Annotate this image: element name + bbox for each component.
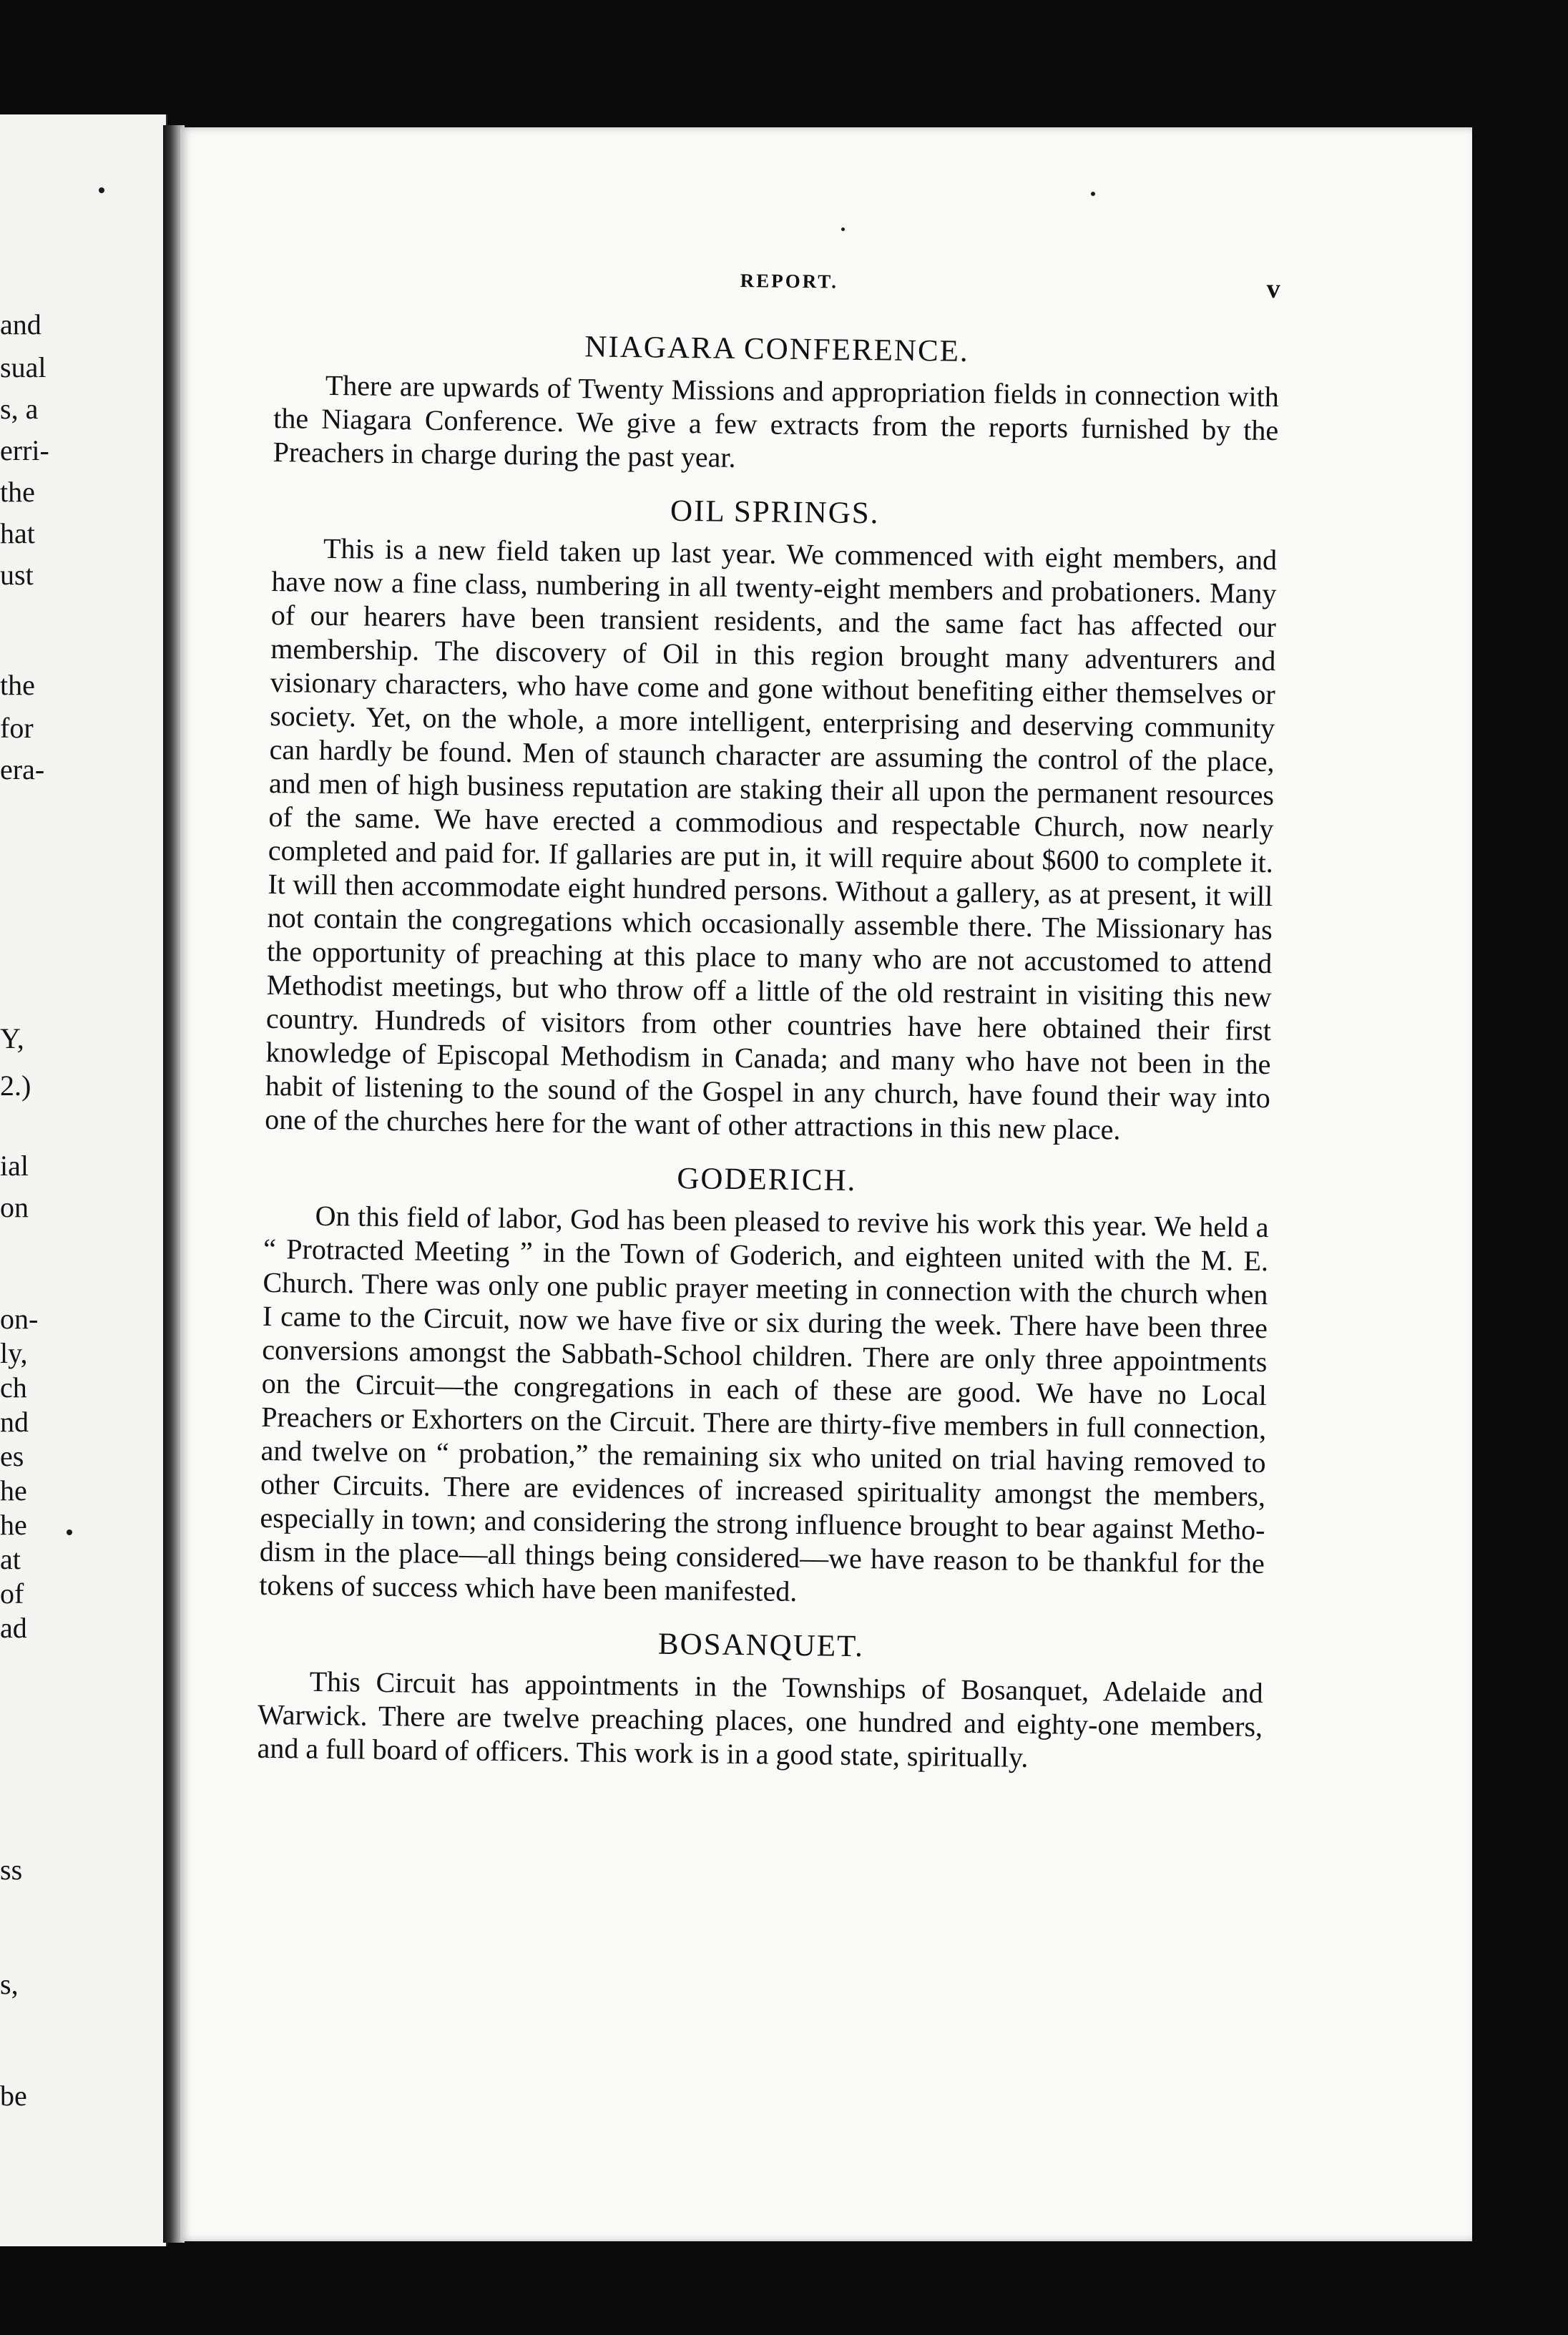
left-page-fragment: 2.) (0, 1069, 31, 1102)
left-page-fragment: on- (0, 1303, 39, 1335)
page-number: v (1266, 273, 1280, 305)
section-paragraph: There are upwards of Twenty Missions and appropriation fields in connection with the Niagara Conference. We give a few extracts from the reports furnished by the Preachers in charge during the past year. (273, 368, 1280, 474)
section-title: GODERICH. (677, 1161, 857, 1198)
left-page-fragment: for (0, 712, 34, 744)
left-page-fragment: and (0, 308, 41, 341)
running-head-title: REPORT. (740, 269, 839, 293)
left-page-fragment: ly, (0, 1337, 28, 1369)
left-page-edge (0, 114, 167, 2246)
left-page-fragment: ch (0, 1371, 27, 1404)
left-page-fragment: of (0, 1577, 24, 1610)
left-page-fragment: s, (0, 1968, 19, 2000)
left-page-fragment: ss (0, 1854, 23, 1886)
left-page-fragment: es (0, 1440, 24, 1472)
left-page-fragment: era- (0, 753, 45, 785)
speck (67, 1529, 72, 1535)
left-page-fragment: he (0, 1474, 27, 1507)
section-title: NIAGARA CONFERENCE. (584, 330, 969, 368)
left-page-fragment: ad (0, 1612, 27, 1644)
speck (99, 187, 104, 193)
left-page-fragment: on (0, 1191, 29, 1223)
section-title: OIL SPRINGS. (670, 494, 880, 531)
left-page-fragment: at (0, 1543, 21, 1575)
page-text (257, 261, 1280, 1777)
left-page-fragment: hat (0, 517, 35, 549)
speck (841, 227, 845, 231)
left-page-fragment: erri- (0, 434, 49, 466)
left-page-fragment: nd (0, 1406, 29, 1438)
section-title: BOSANQUET. (657, 1627, 865, 1664)
left-page-fragment: Y, (0, 1022, 24, 1054)
section-paragraph: On this field of labor, God has been pleased to revive his work this year. We held a “ Protracted Meeting ” in the Town of Goderich, and eighteen united with the M. E. Church. There was only one public prayer meeting in connection with the church when I came to the Circuit, now we have five or six during the week. There have been three conversions amongst the Sabbath-School children. There are only three appointments on the Circuit—the congregations in each of these are good. We have no Local Preachers or Exhorters on the Circuit. There are thirty-five members in full connection, and twelve on “ probation,” the remaining six who united on trial having removed to other Circuits. There are evidences of increased spirituality amongst the members, especially in town; and considering the strong influence brought to bear against Methodism in the place—all things being considered—we have reason to be thankful for the tokens of success which have been manifested. (259, 1199, 1269, 1608)
left-page-fragment: ust (0, 559, 34, 591)
section-paragraph: This Circuit has appointments in the Townships of Bosanquet, Adelaide and Warwick. There are twelve preaching places, one hundred and eighty-one members, and a full board of officers. This work is in a good state, spiritually. (257, 1665, 1263, 1774)
left-page-fragment: sual (0, 351, 46, 383)
left-page-fragment: be (0, 2080, 27, 2112)
left-page-fragment: the (0, 476, 35, 508)
left-page-fragment: the (0, 669, 35, 701)
left-page-fragment: s, a (0, 393, 39, 425)
section-paragraph: This is a new field taken up last year. We commenced with eight members, and have now a fine class, numbering in all twenty-eight members and probationers. Many of our hearers have been transient residents, and the same fact has affected our membership. The discovery of Oil in this region brought many adventurers and visionary characters, who have come and gone without benefiting either themselves or society. Yet, on the whole, a more intelligent, enterprising and deserving community can hardly be found. Men of staunch character are assuming the control of the place, and men of high business reputation are staking their all upon the permanent resources of the same. We have erected a commodious and respectable Church, now nearly completed and paid for. If gallaries are put in, it will require about $600 to complete it. It will then accommodate eight hundred persons. Without a gallery, as at present, it will not contain the congregations which occasionally assemble there. The Missionary has the opportunity of preaching at this place to many who are not accustomed to attend Methodist meetings, but who throw off a little of the old restraint in visiting this new country. Hundreds of visitors from other countries have here obtained their first knowledge of Episcopal Methodism in Canada; and many who have not been in the habit of listening to the sound of the Gospel in any church, have found their way into one of the churches here for the want of other attractions in this new place. (265, 532, 1278, 1146)
left-page-fragment: he (0, 1509, 27, 1541)
left-page-fragment: ial (0, 1150, 29, 1182)
speck (1091, 192, 1095, 196)
